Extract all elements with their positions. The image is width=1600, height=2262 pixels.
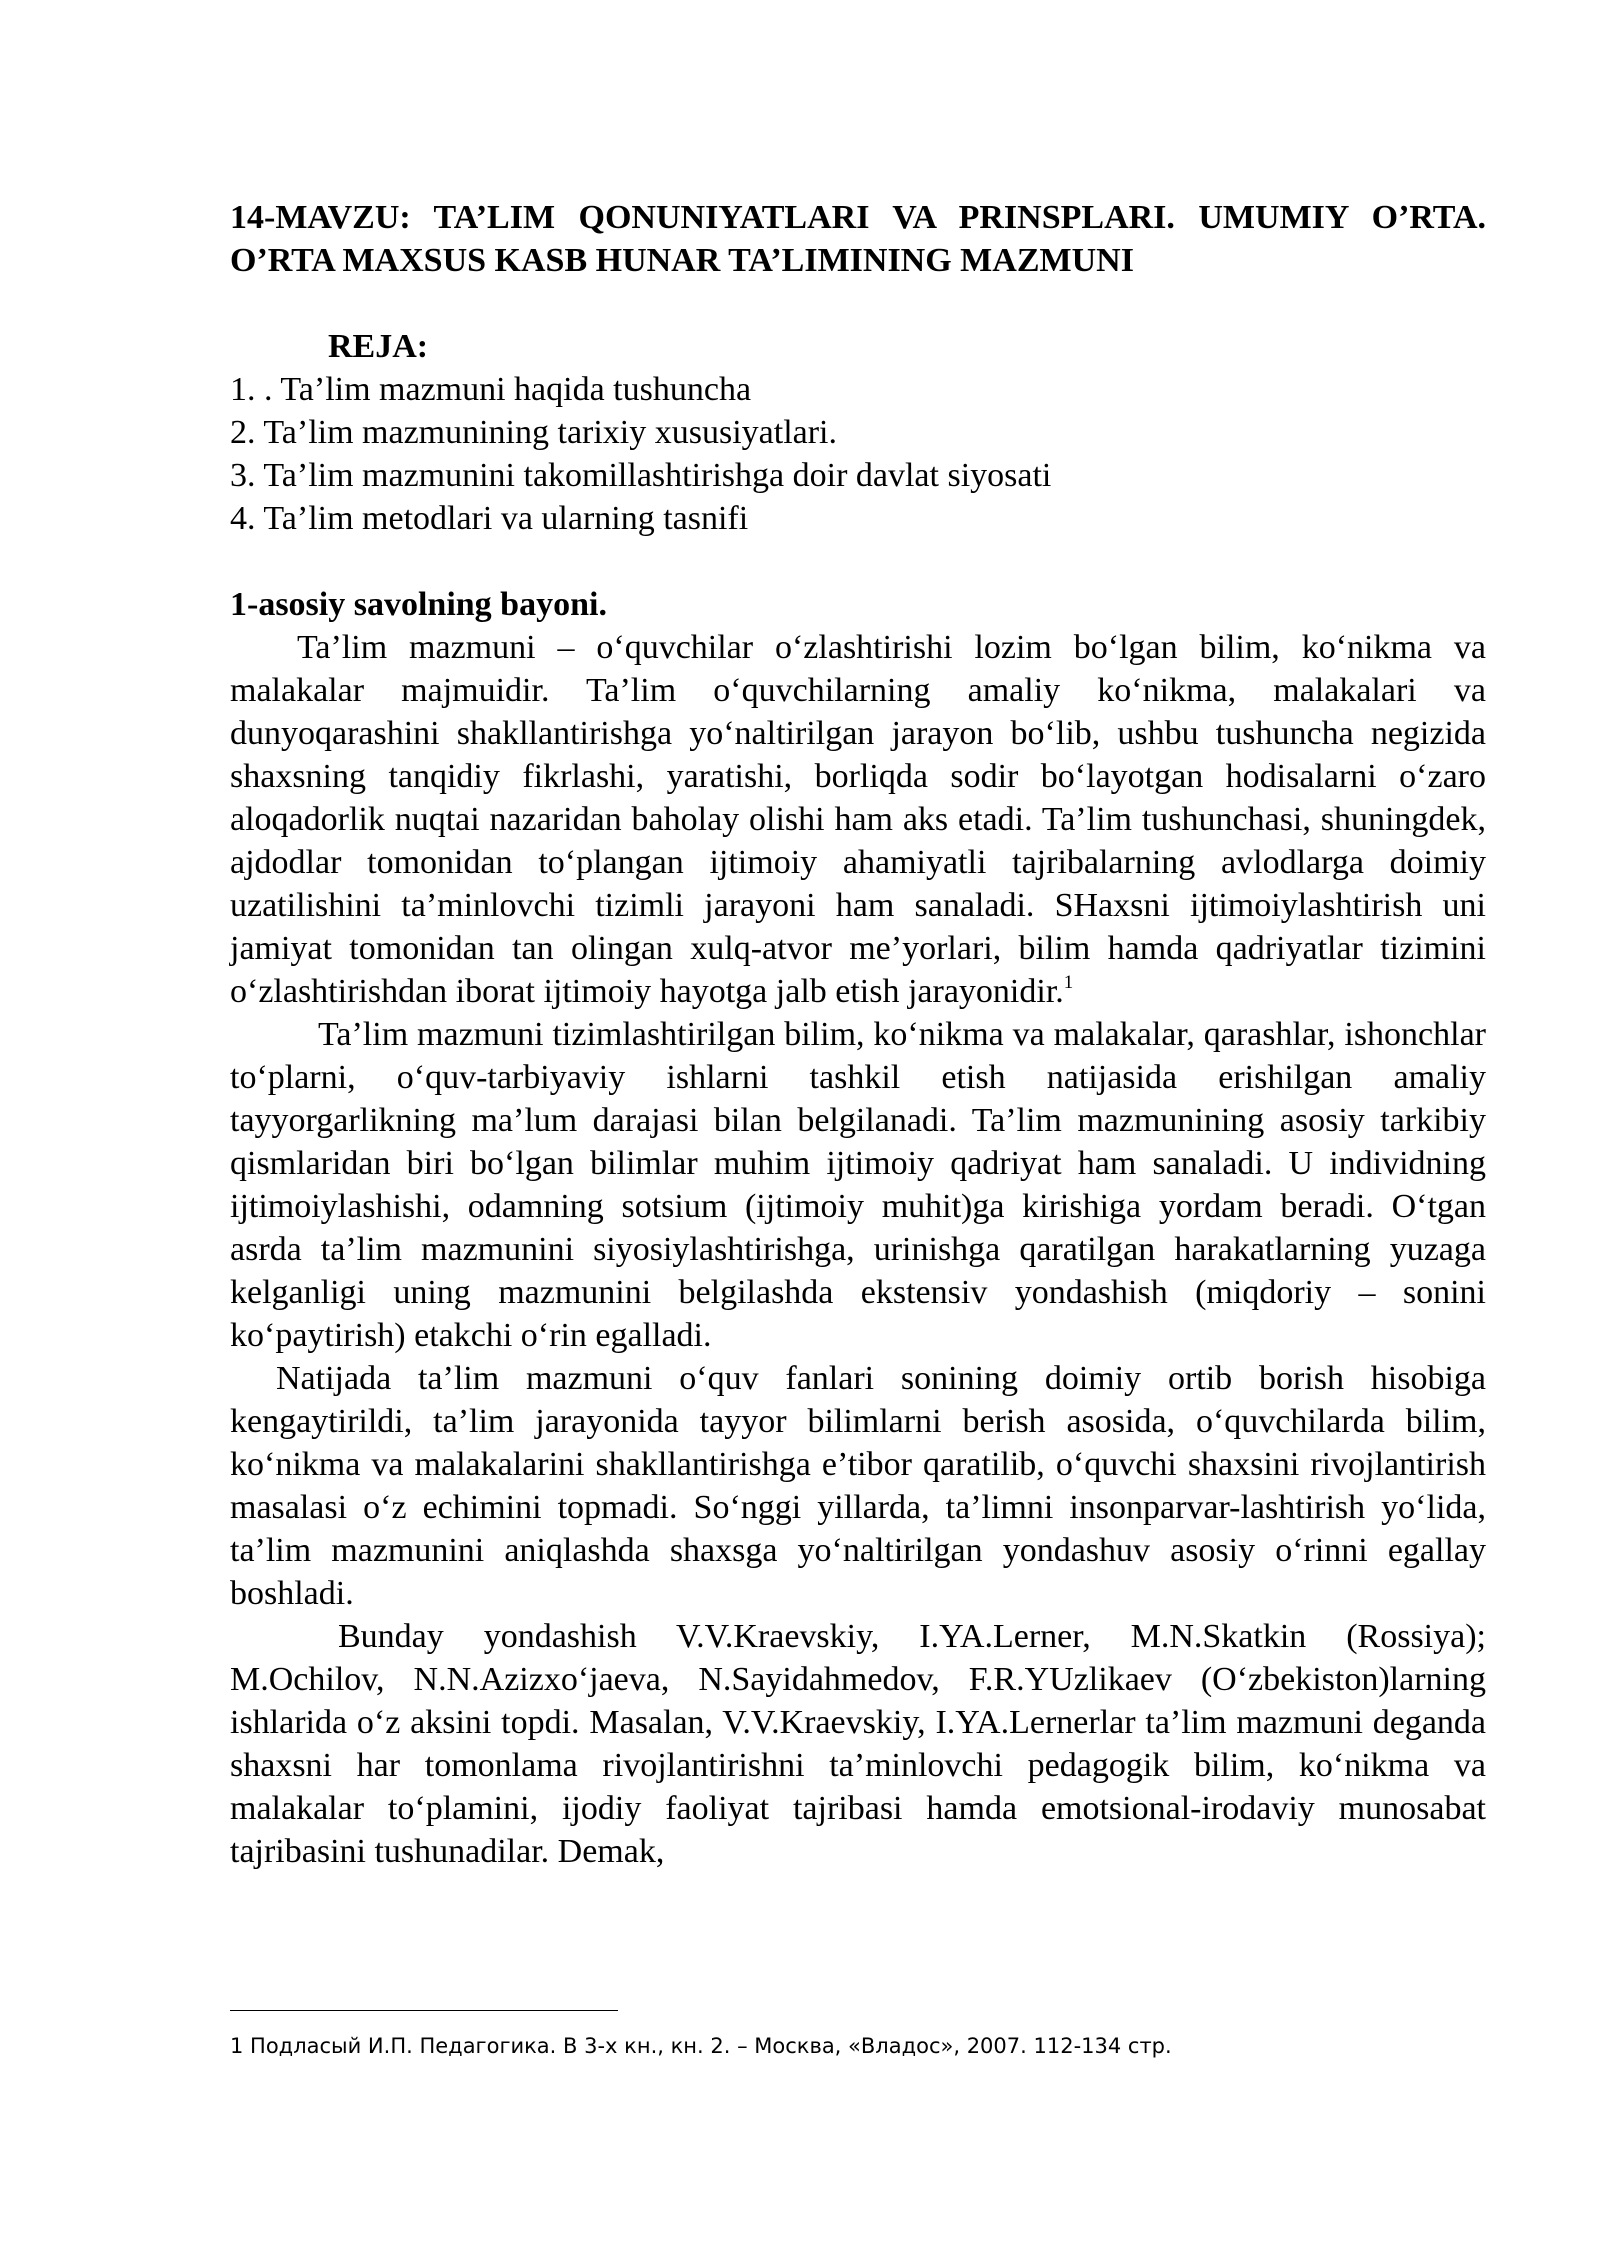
footnote-reference: 1 — [1063, 972, 1074, 993]
section-heading: 1-asosiy savolning bayoni. — [230, 586, 607, 623]
plan-heading: REJA: — [328, 328, 429, 365]
plan-item: 4. Ta’lim metodlari va ularning tasnifi — [230, 500, 749, 537]
paragraph-1 — [230, 626, 1486, 1013]
plan-item: 1. . Ta’lim mazmuni haqida tushuncha — [230, 371, 752, 408]
paragraph-2: Ta’lim mazmuni tizimlashtirilgan bilim, ko‘nikma va malakalar, qarashlar, ishonchlar to‘plarni, o‘quv-tarbiyaviy ishlarni tashkil etish natijasida erishilgan amaliy tayyorgarlikning ma’lum darajasi bilan belgilanadi. Ta’lim mazmunining asosiy tarkibiy qismlaridan biri bo‘lgan bilimlar muhim ijtimoiy qadriyat ham sanaladi. U individning ijtimoiylashishi, odamning sotsium (ijtimoiy muhit)ga kirishiga yordam beradi. O‘tgan asrda ta’lim mazmunini siyosiylashtirishga, urinishga qaratilgan harakatlarning yuzaga kelganligi uning mazmunini belgilashda ekstensiv yondashish (miqdoriy – sonini ko‘paytirish) etakchi o‘rin egalladi. — [230, 1016, 1486, 1354]
plan-list — [230, 368, 1486, 540]
page-title: 14-MAVZU: TA’LIM QONUNIYATLARI VA PRINSPLARI. UMUMIY O’RTA. O’RTA MAXSUS KASB HUNAR TA’LIMINING MAZMUNI — [230, 199, 1486, 279]
footnote-divider — [230, 2010, 618, 2011]
paragraph-text: Ta’lim mazmuni – o‘quvchilar o‘zlashtirishi lozim bo‘lgan bilim, ko‘nikma va malakalar majmuidir. Ta’lim o‘quvchilarning amaliy ko‘nikma, malakalari va dunyoqarashini shakllantirishga yo‘naltirilgan jarayon bo‘lib, ushbu tushuncha negizida shaxsning tanqidiy fikrlashi, yaratishi, borliqda sodir bo‘layotgan hodisalarni o‘zaro aloqadorlik nuqtai nazaridan baholay olishi ham aks etadi. Ta’lim tushunchasi, shuningdek, ajdodlar tomonidan to‘plangan ijtimoiy ahamiyatli tajribalarning avlodlarga doimiy uzatilishini ta’minlovchi tizimli jarayoni ham sanaladi. SHaxsni ijtimoiylashtirish uni jamiyat tomonidan tan olingan xulq-atvor me’yorlari, bilim hamda qadriyatlar tizimini o‘zlashtirishdan iborat ijtimoiy hayotga jalb etish jarayonidir. — [230, 629, 1486, 1010]
plan-item: 2. Ta’lim mazmunining tarixiy xususiyatlari. — [230, 414, 838, 451]
paragraph-4: Bunday yondashish V.V.Kraevskiy, I.YA.Lerner, M.N.Skatkin (Rossiya); M.Ochilov, N.N.Azizxo‘jaeva, N.Sayidahmedov, F.R.YUzlikaev (O‘zbekiston)larning ishlarida o‘z aksini topdi. Masalan, V.V.Kraevskiy, I.YA.Lernerlar ta’lim mazmuni deganda shaxsni har tomonlama rivojlantirishni ta’minlovchi pedagogik bilim, ko‘nikma va malakalar to‘plamini, ijodiy faoliyat tajribasi hamda emotsional-irodaviy munosabat tajribasini tushunadilar. Demak, — [230, 1618, 1486, 1870]
document-page — [230, 196, 1486, 1873]
paragraph-3: Natijada ta’lim mazmuni o‘quv fanlari sonining doimiy ortib borish hisobiga kengaytirildi, ta’lim jarayonida tayyor bilimlarni berish asosida, o‘quvchilarda bilim, ko‘nikma va malakalarini shakllantirishga e’tibor qaratilib, o‘quvchi shaxsini rivojlantirish masalasi o‘z echimini topmadi. So‘nggi yillarda, ta’limni insonparvar-lashtirish yo‘lida, ta’lim mazmunini aniqlashda shaxsga yo‘naltirilgan yondashuv asosiy o‘rinni egallay boshladi. — [230, 1360, 1486, 1612]
plan-item: 3. Ta’lim mazmunini takomillashtirishga doir davlat siyosati — [230, 457, 1052, 494]
footnote-text: 1 Подласый И.П. Педагогика. В 3-х кн., кн. 2. – Москва, «Владос», 2007. 112-134 стр. — [230, 2034, 1172, 2058]
